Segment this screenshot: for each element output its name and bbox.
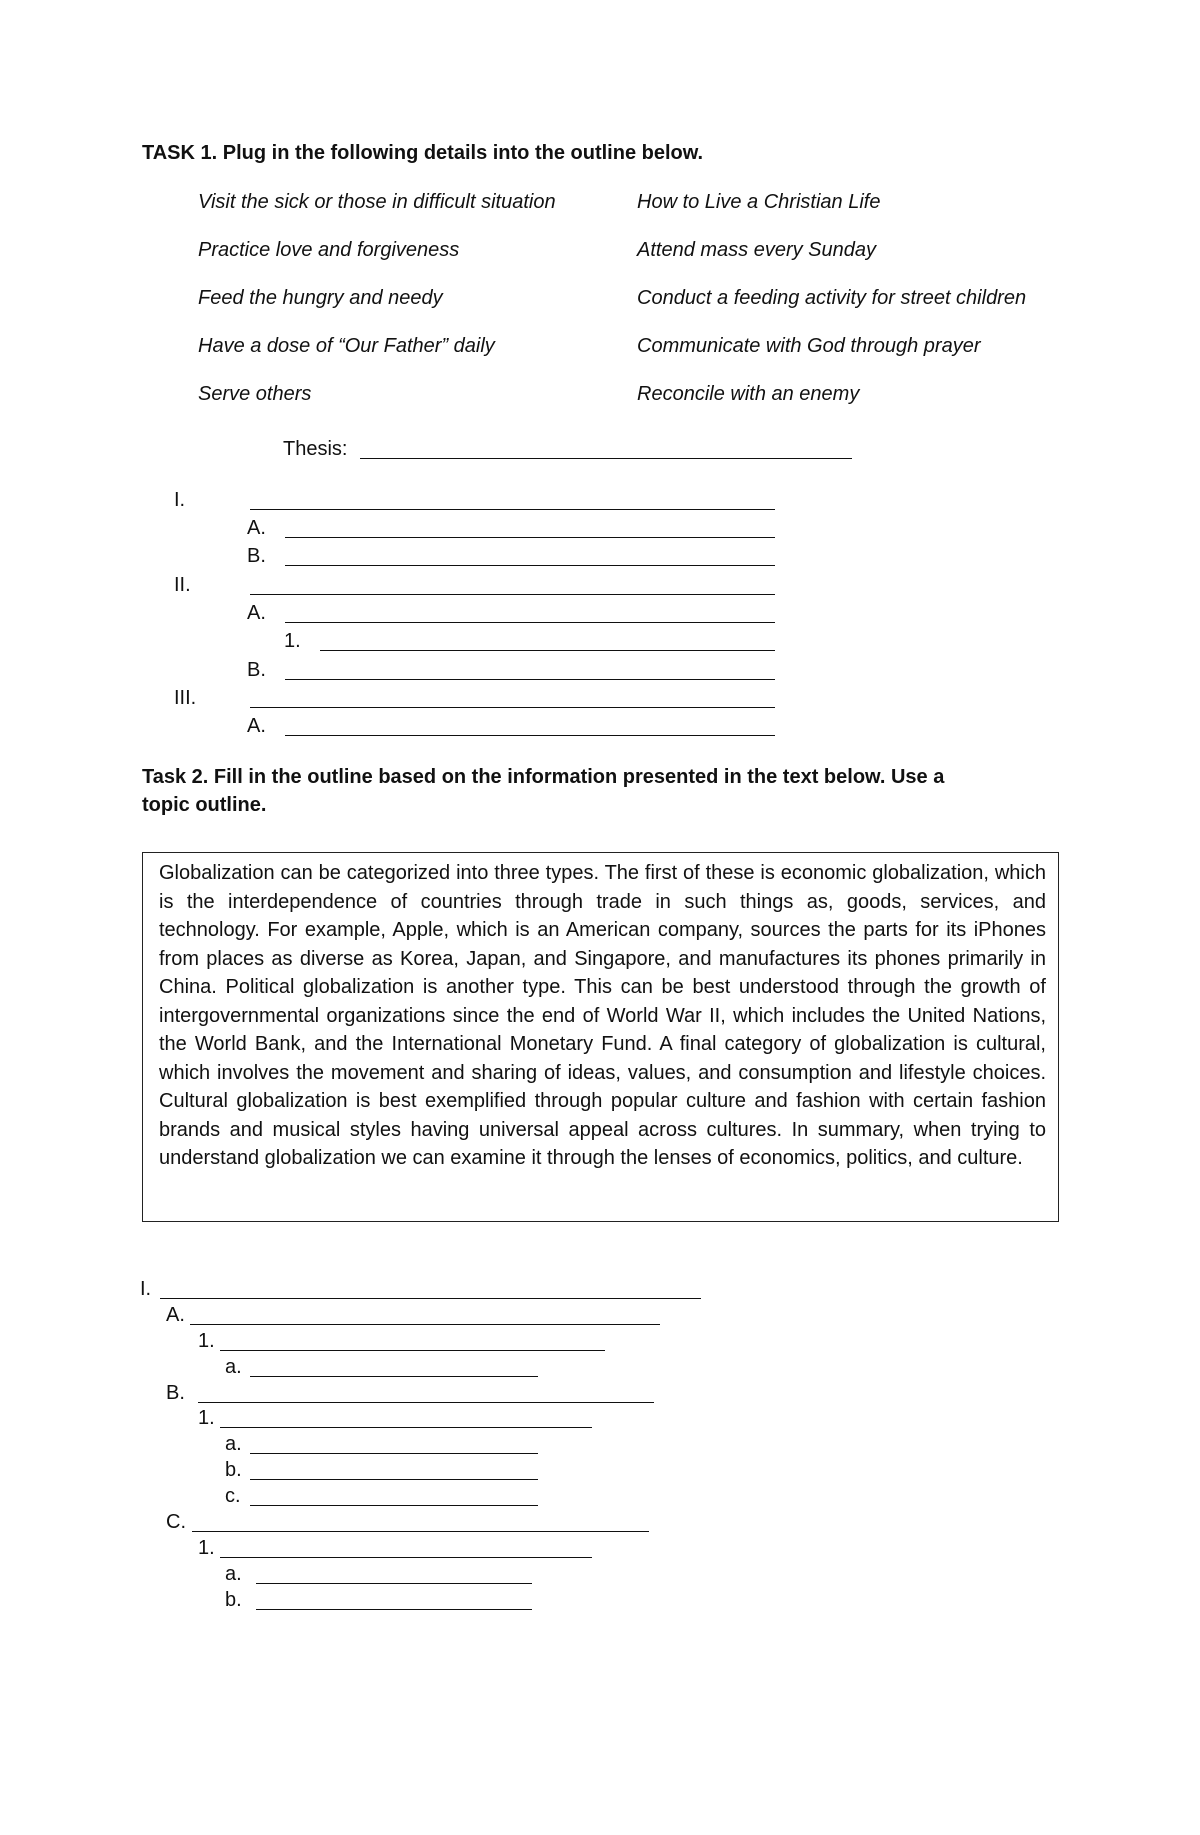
outline-label: b. <box>225 1589 242 1611</box>
outline-blank[interactable] <box>285 661 775 680</box>
outline-label: B. <box>247 659 266 681</box>
detail-item: How to Live a Christian Life <box>637 191 881 213</box>
passage-box <box>142 852 1059 1222</box>
detail-item: Feed the hungry and needy <box>198 287 443 309</box>
outline-label: A. <box>247 602 266 624</box>
task2-title: Task 2. Fill in the outline based on the information presented in the text below. Use a <box>142 766 945 788</box>
outline-label: 1. <box>198 1407 215 1429</box>
outline-label: II. <box>174 574 191 596</box>
outline-blank[interactable] <box>250 1435 538 1454</box>
outline-blank[interactable] <box>220 1539 592 1558</box>
outline-label: c. <box>225 1485 241 1507</box>
outline-label: A. <box>247 715 266 737</box>
outline-label: 1. <box>284 630 301 652</box>
outline-label: I. <box>174 489 186 511</box>
outline-label: a. <box>225 1563 242 1585</box>
task1-title: TASK 1. Plug in the following details into the outline below. <box>142 142 704 164</box>
outline-blank[interactable] <box>285 519 775 538</box>
outline-blank[interactable] <box>250 576 775 595</box>
detail-item: Attend mass every Sunday <box>637 239 877 261</box>
outline-label: B. <box>247 545 266 567</box>
thesis-blank[interactable] <box>360 440 852 459</box>
globalization-passage: Globalization can be categorized into three types. The first of these is economic globalization, which is the interdependence of countries through trade in such things as, goods, services, and technology. For example, Apple, which is an American company, sources the parts for its iPhones from places as diverse as Korea, Japan, and Singapore, and manufactures its phones primarily in China. Political globalization is another type. This can be best understood through the growth of intergovernmental organizations since the end of World War II, which includes the United Nations, the World Bank, and the International Monetary Fund. A final category of globalization is cultural, which involves the movement and sharing of ideas, values, and consumption and lifestyle choices. Cultural globalization is best exemplified through popular culture and fashion with certain fashion brands and musical styles having universal appeal across cultures. In summary, when trying to understand globalization we can examine it through the lenses of economics, politics, and culture. <box>159 862 1046 1169</box>
outline-blank[interactable] <box>190 1306 660 1325</box>
detail-item: Reconcile with an enemy <box>637 383 860 405</box>
outline-blank[interactable] <box>250 1487 538 1506</box>
outline-blank[interactable] <box>250 1358 538 1377</box>
outline-blank[interactable] <box>285 547 775 566</box>
outline-blank[interactable] <box>250 689 775 708</box>
outline-blank[interactable] <box>220 1409 592 1428</box>
outline-label: I. <box>140 1278 152 1300</box>
outline-label: B. <box>166 1382 185 1404</box>
outline-label: C. <box>166 1511 186 1533</box>
outline-label: 1. <box>198 1330 215 1352</box>
detail-item: Practice love and forgiveness <box>198 239 460 261</box>
outline-label: a. <box>225 1433 242 1455</box>
outline-label: A. <box>247 517 266 539</box>
outline-blank[interactable] <box>285 717 775 736</box>
outline-label: A. <box>166 1304 185 1326</box>
outline-blank[interactable] <box>285 604 775 623</box>
detail-item: Conduct a feeding activity for street children <box>637 287 1027 309</box>
detail-item: Have a dose of “Our Father” daily <box>198 335 495 357</box>
outline-blank[interactable] <box>320 632 775 651</box>
outline-blank[interactable] <box>198 1384 654 1403</box>
outline-blank[interactable] <box>250 491 775 510</box>
outline-label: III. <box>174 687 197 709</box>
outline-blank[interactable] <box>256 1591 532 1610</box>
task2-title-cont: topic outline. <box>142 794 267 816</box>
outline-label: 1. <box>198 1537 215 1559</box>
outline-blank[interactable] <box>220 1332 605 1351</box>
outline-label: a. <box>225 1356 242 1378</box>
detail-item: Communicate with God through prayer <box>637 335 981 357</box>
outline-blank[interactable] <box>192 1513 649 1532</box>
outline-label: b. <box>225 1459 242 1481</box>
thesis-label: Thesis: <box>283 438 348 460</box>
outline-blank[interactable] <box>256 1565 532 1584</box>
detail-item: Visit the sick or those in difficult situation <box>198 191 556 213</box>
detail-item: Serve others <box>198 383 312 405</box>
outline-blank[interactable] <box>160 1280 701 1299</box>
outline-blank[interactable] <box>250 1461 538 1480</box>
